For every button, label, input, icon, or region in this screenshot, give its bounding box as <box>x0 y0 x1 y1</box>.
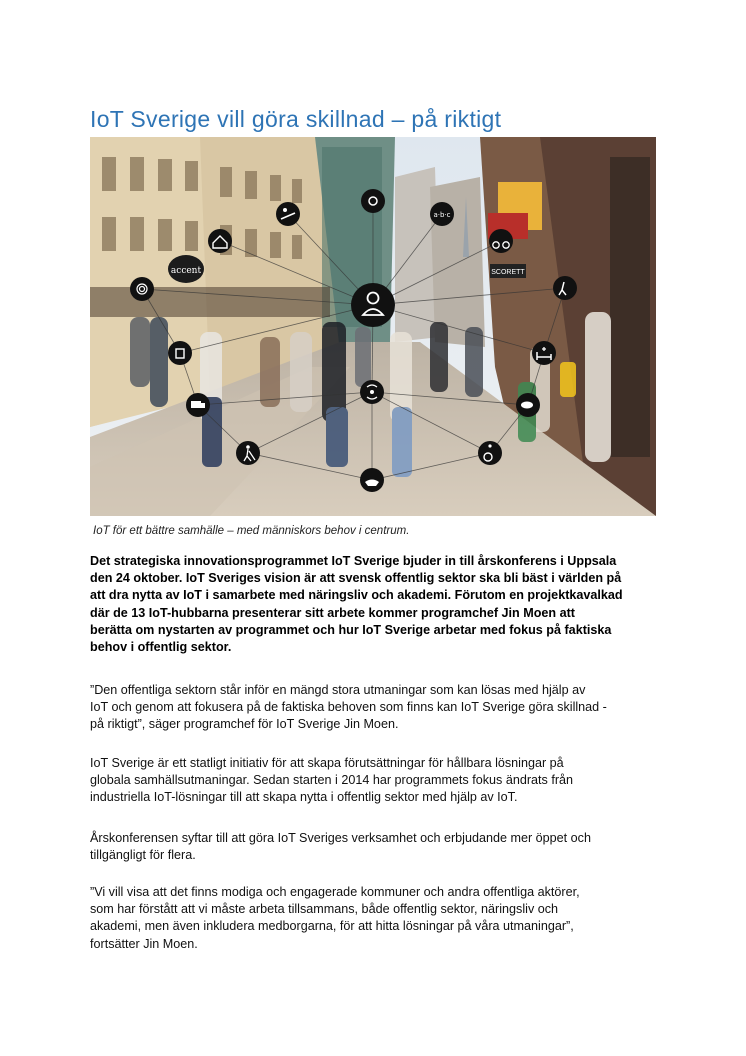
helping-hand-icon <box>360 468 384 492</box>
lead-paragraph <box>90 553 656 656</box>
abc-icon <box>430 202 454 226</box>
quote-paragraph <box>90 682 656 734</box>
lead-line: behov i offentlig sektor. <box>90 640 232 655</box>
photo-caption: IoT för ett bättre samhälle – med människors behov i centrum. <box>93 525 410 537</box>
wheelchair-icon <box>478 441 502 465</box>
body-line: tillgängligt för flera. <box>90 848 196 863</box>
lead-line: att dra nytta av IoT i samarbete med näringsliv och akademi. Förutom en projektkavalkad <box>90 588 623 603</box>
svg-text:a·b·c: a·b·c <box>433 211 451 219</box>
person-center-icon <box>351 283 395 327</box>
lead-line: den 24 oktober. IoT Sveriges vision är att svensk offentlig sektor ska bli bäst i världen på <box>90 571 622 586</box>
svg-text:accent: accent <box>170 266 202 276</box>
lead-line: där de 13 IoT-hubbarna presenterar sitt arbete kommer programchef Jin Moen att <box>90 605 575 620</box>
svg-text:SCORETT: SCORETT <box>491 269 525 276</box>
body-line: akademi, men även inkludera medborgarna, för att hitta lösningar på våra utmaningar”, <box>90 919 574 934</box>
weather-icon <box>361 189 385 213</box>
initiative-paragraph <box>90 755 656 807</box>
body-line: Årskonferensen syftar till att göra IoT Sveriges verksamhet och erbjudande mer öppet och <box>90 831 591 845</box>
scorett-sign <box>490 264 526 278</box>
body-line: ”Den offentliga sektorn står inför en mängd stora utmaningar som kan lösas med hjälp av <box>90 683 586 697</box>
body-line: industriella IoT-lösningar till att skapa nytta i offentlig sektor med hjälp av IoT. <box>90 790 518 805</box>
lead-line: berätta om nystarten av programmet och hur IoT Sverige arbetar med fokus på faktiska <box>90 622 612 637</box>
conference-paragraph <box>90 830 656 864</box>
body-line: fortsätter Jin Moen. <box>90 936 198 951</box>
body-line: globala samhällsutmaningar. Sedan starten i 2014 har programmets fokus ändrats från <box>90 773 574 788</box>
body-line: som har förstått att vi måste arbeta tillsammans, både offentlig sektor, näringsliv och <box>90 902 559 917</box>
smart-home-icon <box>208 229 232 253</box>
closing-quote-paragraph <box>90 884 656 953</box>
body-line: ”Vi vill visa att det finns modiga och engagerade kommuner och andra offentliga aktörer, <box>90 885 580 899</box>
fish-icon <box>516 393 540 417</box>
lead-line: Det strategiska innovationsprogrammet IoT Sverige bjuder in till årskonferens i Uppsala <box>90 554 617 568</box>
wifi-signal-icon <box>360 380 384 404</box>
blind-walker-icon <box>236 441 260 465</box>
body-line: IoT Sverige är ett statligt initiativ för att skapa förutsättningar för hållbara lösningar på <box>90 756 564 770</box>
hiker-icon <box>553 276 577 300</box>
fingerprint-icon <box>130 277 154 301</box>
playground-icon <box>276 202 300 226</box>
street-photo <box>90 137 656 516</box>
delivery-truck-icon <box>186 393 210 417</box>
hospital-bed-icon <box>532 341 556 365</box>
accent-sign <box>168 255 204 283</box>
body-line: IoT och genom att fokusera på de faktiska behoven som finns kan IoT Sverige göra skillnad - <box>90 700 607 715</box>
cyclist-icon <box>489 229 513 253</box>
waste-bin-icon <box>168 341 192 365</box>
document-title: IoT Sverige vill göra skillnad – på riktigt <box>90 106 502 132</box>
body-line: på riktigt”, säger programchef för IoT Sverige Jin Moen. <box>90 717 399 732</box>
